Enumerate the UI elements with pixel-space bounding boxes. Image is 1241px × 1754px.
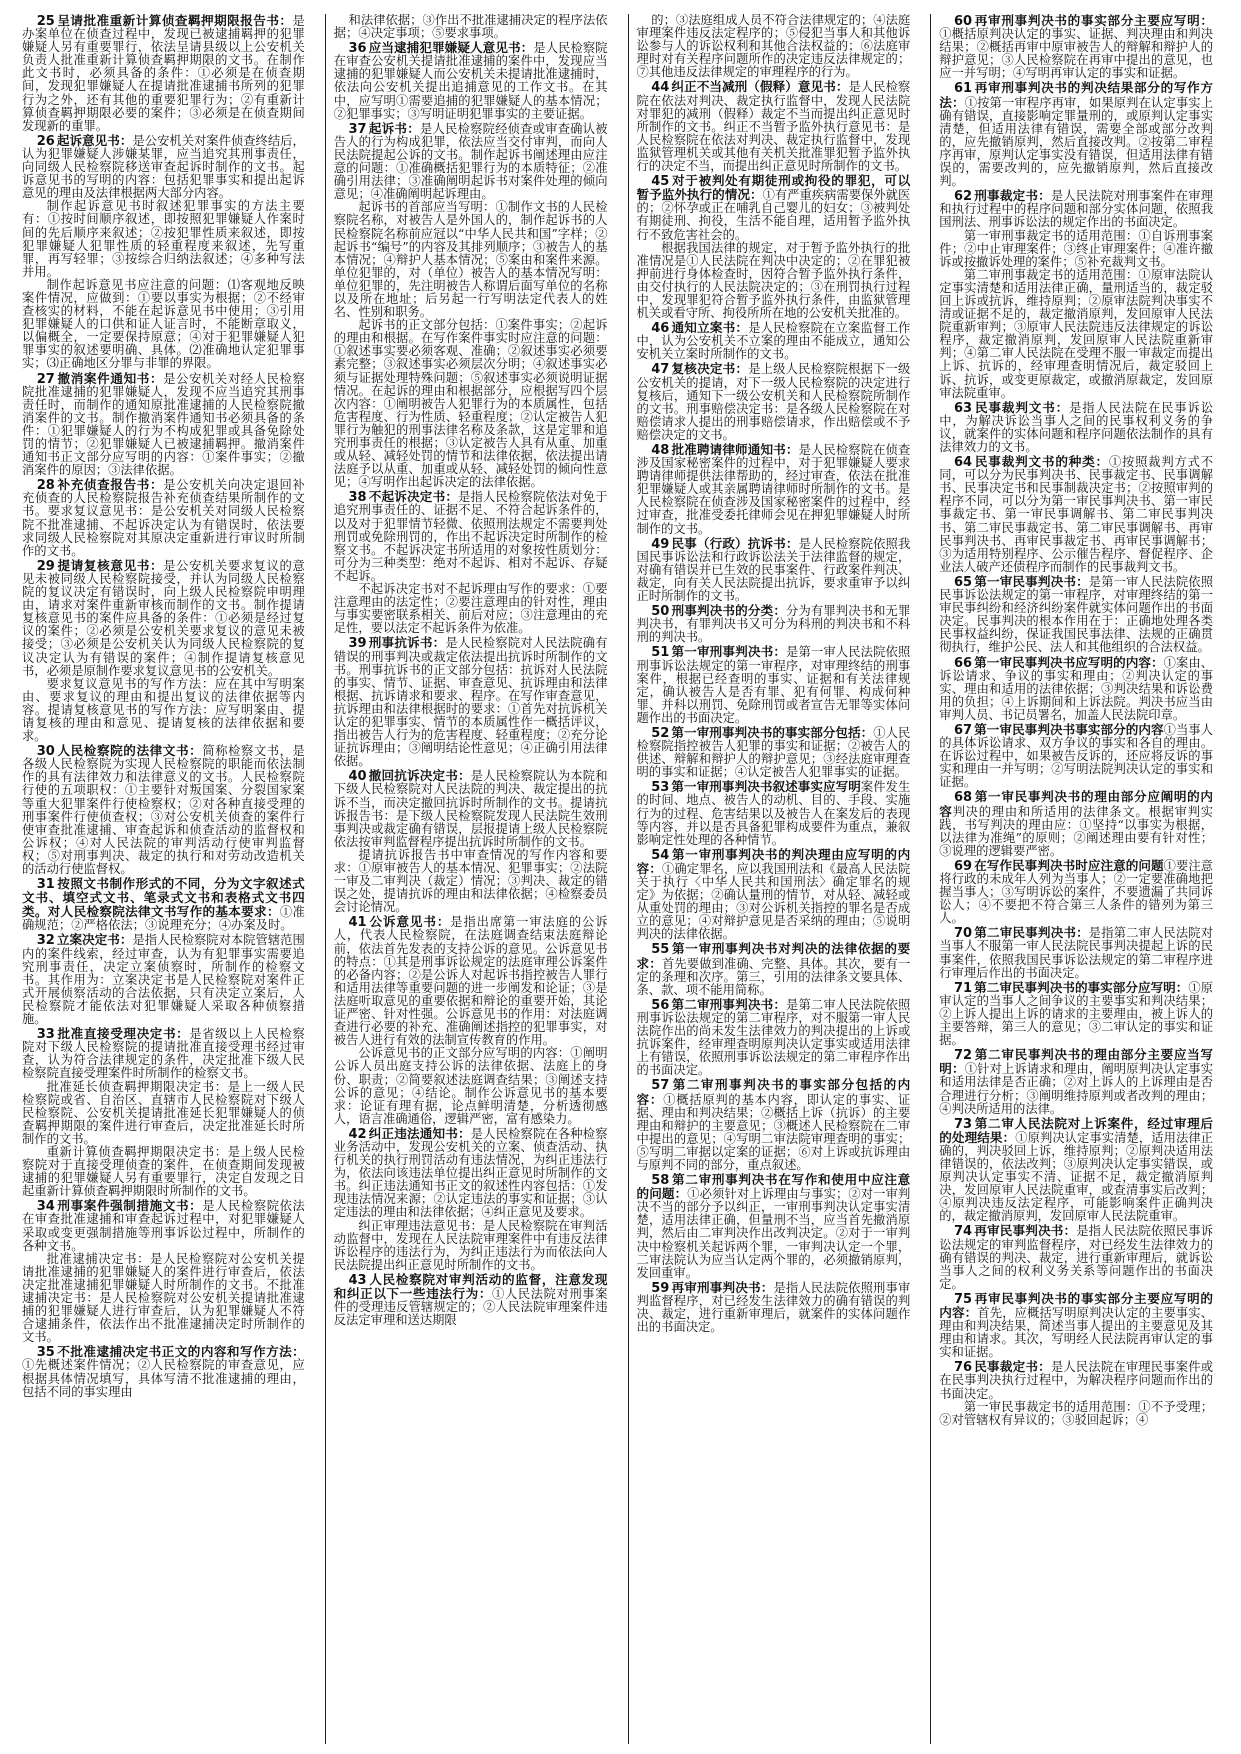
entry-number: 35: [36, 1345, 55, 1361]
entry-title: 第二审人民法院对上诉案件，经过审理后的处理结果：: [939, 1115, 1213, 1145]
entry-title: 第二审刑事判决书：: [671, 996, 787, 1012]
entry-text: 分为有罪判决书和无罪判决书，有罪判决书又可分为科刑的判决书和不科刑的判决书。: [636, 604, 911, 645]
entry-number: 28: [36, 478, 55, 494]
entry-title: 再审刑事判决书的判决结果部分的写作方法：: [939, 80, 1213, 110]
entry-paragraph: [334, 915, 608, 1047]
entry-number: 69: [954, 858, 973, 874]
entry-number: 50: [651, 604, 670, 620]
entry-extra-paragraph: 制作起诉意见书时叙述犯罪事实的方法主要有：①按时间顺序叙述，即按照犯罪嫌疑人作案时间的先后顺序来叙述；②按犯罪性质来叙述，即按犯罪嫌疑人犯罪性质的轻重程度来叙述，先写重罪，再写轻罪；③按综合归纳法叙述；④多种写法并用。: [22, 199, 305, 279]
entry-paragraph: [939, 1117, 1213, 1224]
entry-number: 45: [651, 174, 670, 190]
entry-extra-paragraph: 要求复议意见书的写作方法：应在其中写明案由、要求复议的理由和提出复议的法律依据等内容。提请复核意见书的写作方法：应写明案由、提请复核的理由和意见、提请复核的法律依据和要求。: [22, 676, 305, 744]
entry-number: 52: [651, 725, 670, 741]
entry-title: 民事裁判文书：: [974, 399, 1070, 415]
entry-title: 第二审民事判决书的理由部分主要应当写明：: [939, 1047, 1213, 1077]
entry-text: ①人民检察院指控被告人犯罪的事实和证据；②被告人的供述、辩解和辩护人的辩护意见；③经法庭审理查明的事实和证据；④认定被告人犯罪事实的证据。: [636, 725, 911, 780]
text-column-4: [930, 14, 1219, 1744]
entry-paragraph: [334, 1127, 608, 1220]
entry-title: 刑事判决书的分类：: [671, 603, 787, 619]
entry-title: 民事裁定书：: [974, 1359, 1051, 1375]
text-column-2: [325, 14, 614, 1744]
entry-title: 应当逮捕犯罪嫌疑人意见书：: [368, 40, 534, 56]
note-entry: [637, 998, 911, 1078]
entry-extra-paragraph: 根据我国法律的规定，对于暂予监外执行的批准情况是①人民法院在判决中决定的；②在罪犯被押前进行身体检查时，因符合暂予监外执行条件，由交付执行的人民法院决定的；③在刑罚执行过程中，发现罪犯符合暂予监外执行条件，由监狱管理机关或看守所、拘役所所在地的公安机关批准的。: [636, 240, 911, 321]
note-entry: [939, 859, 1213, 925]
entry-text: 是指人民法院依照民事诉讼法规定的审判监督程序，对已经发生法律效力的确有错误的判决、裁定，进行重新审理后，就诉讼当事人之间的权利义务关系等问题作出的书面决定。: [939, 1224, 1213, 1291]
entry-title: 批准聘请律师通知书：: [671, 442, 799, 457]
entry-title: 第一审民事判决书：: [974, 573, 1089, 589]
entry-paragraph: [939, 656, 1213, 722]
entry-number: 48: [651, 443, 670, 458]
entry-text: 是指人民法院依照刑事审判监督程序，对已经发生法律效力的确有错误的判决、裁定，进行重新审理后，就案件的实体问题作出的书面决定。: [636, 1280, 911, 1335]
entry-title: 第一审刑事判决书对判决的法律依据的要求：: [636, 941, 911, 971]
entry-title: 不起诉决定书：: [368, 489, 459, 505]
entry-text: ①按第一审程序再审，如果原判在认定事实上确有错误，直接影响定罪量刑的，或原判认定事实清楚，但适用法律有错误，需要全部或部分改判的，应先撤销原判，然后直接改判。②按第二审程序再审，原判认定事实没有错误，但适用法律有错误的，需要改判的，应先撤销原判，然后直接改判。: [939, 95, 1213, 189]
entry-paragraph: [939, 81, 1213, 188]
note-entry: [939, 656, 1213, 722]
entry-paragraph: [939, 14, 1213, 80]
entry-title: 第二审民事判决书：: [974, 925, 1089, 941]
entry-title: 刑事案件强制措施文书：: [56, 1198, 203, 1214]
note-entry: [637, 14, 911, 79]
entry-extra-paragraph: 纠正审理违法意见书：是人民检察院在审判活动监督中，发现在人民法院审理案件中有违反法律诉讼程序的违法行为，为纠正违法行为而依法向人民法院提出纠正意见时所制作的文书。: [333, 1218, 608, 1272]
entry-title: 再审民事判决书：: [974, 1223, 1077, 1239]
note-entry: [637, 726, 911, 779]
entry-number: 36: [348, 41, 367, 57]
entry-paragraph: [334, 490, 608, 583]
note-entry: [22, 134, 305, 371]
entry-text: 是第二审人民法院依照刑事诉讼法规定的第二审程序，对不服第一审人民法院作出的尚未发生法律效力的判决提出的上诉或抗诉案件，经审理查明原判决认定事实或适用法律上有错误，依照刑事诉讼法规定的第二审程序作出的书面决定。: [636, 997, 911, 1078]
entry-paragraph: [22, 134, 305, 200]
entry-number: 59: [651, 1280, 670, 1296]
entry-text: 是指出席第一审法庭的公诉人，代表人民检察院，在法庭调查结束法庭辩论前，依法首先发表的支持公诉的意见。公诉意见书的特点：①其是刑事诉讼规定的法庭审理公诉案件的必备内容；②是公诉人对起诉书指控被告人罪行和适用法律等重要问题的进一步阐发和论证；③是法庭听取意见的重要依据和辩论的重要开始，其论证严密、针对性强。公诉意见书的作用：对法庭调查进行必要的补充、准确阐述指控的犯罪事实，对被告人进行有效的法制宣传教育的作用。: [333, 915, 608, 1048]
note-entry: [22, 1027, 305, 1198]
entry-paragraph: [637, 321, 911, 361]
entry-paragraph: [22, 877, 305, 932]
note-entry: [939, 1224, 1213, 1290]
entry-title: 第一审民事判决书事实部分的内容: [974, 721, 1164, 737]
entry-number: 31: [36, 877, 55, 893]
entry-title: 通知立案书：: [671, 320, 749, 336]
entry-title: 第一审刑事判决书：: [671, 644, 787, 660]
entry-title: 复核决定书：: [671, 361, 749, 377]
note-entry: [637, 1173, 911, 1280]
note-entry: [939, 81, 1213, 188]
entry-paragraph: [22, 744, 305, 876]
note-entry: [334, 490, 608, 635]
entry-title: 起诉书：: [368, 120, 421, 136]
entry-paragraph: [939, 859, 1213, 925]
note-entry: [637, 1281, 911, 1334]
entry-paragraph: [939, 455, 1213, 574]
note-entry: [637, 443, 911, 536]
entry-extra-paragraph: 提请抗诉报告书中审查情况的写作内容和要求：①原审被告人的基本情况、犯罪事实；②法院一审及二审判决（裁定）情况；③判决、裁定的错误之处，提请抗诉的理由和法律依据；④检察委员会讨论情况。: [333, 847, 608, 915]
entry-extra-paragraph: 起诉书的正文部分包括：①案件事实；②起诉的理由和根据。在写作案件事实时应注意的问题：①叙述事实要必须客观、准确；②叙述事实必须要素完整；③叙述事实必须层次分明；④叙述事实必须与证据处理特殊问题；⑤叙述事实必须说明证据情况。在起诉的理由和根据部分，应根据写四个层次内容：①阐明被告人犯罪行为的本质属性，包括危害程度、行为性质、轻重程度；②认定被告人犯罪行为触犯的刑事法律名称及条款，这是定罪和追究刑事责任的根据；③认定被告人具有从重、加重或从轻、减轻处罚的情节和法律依据，依法提出请法庭予以从重、加重或从轻、减轻处罚的倾向性意见；④写明作出起诉决定的法律依据。: [333, 318, 608, 490]
entry-extra-paragraph: 批准延长侦查羁押期限决定书：是上一级人民检察院或省、自治区、直辖市人民检察院对下级人民检察院、公安机关提请批准延长犯罪嫌疑人的侦查羁押期限的案件进行审查后，决定批准延长时所制作的文书。: [22, 1079, 305, 1146]
entry-paragraph: [637, 80, 911, 173]
entry-text: 是公安机关向决定退回补充侦查的人民检察院报告补充侦查结果所制作的文书。要求复议意见书：是公安机关对同级人民检察院不批准逮捕、不起诉决定认为有错误时，依法要求同级人民检察院对其原决定重新进行审议时所制作的文书。: [22, 478, 305, 558]
note-entry: [637, 780, 911, 846]
entry-number: 47: [651, 362, 670, 378]
note-entry: [939, 401, 1213, 454]
entry-number: 74: [954, 1224, 973, 1240]
note-entry: [939, 1048, 1213, 1115]
entry-paragraph: [334, 122, 608, 202]
entry-extra-paragraph: 批准逮捕决定书：是人民检察院对公安机关提请批准逮捕的犯罪嫌疑人的案件进行审查后，依法决定批准逮捕犯罪嫌疑人时所制作的文书。不批准逮捕决定书：是人民检察院对公安机关提请批准逮捕的犯罪嫌疑人进行审查后，认为犯罪嫌疑人不符合逮捕条件，依法作出不批准逮捕决定时所制作的文书。: [22, 1251, 305, 1345]
note-entry: [637, 645, 911, 725]
entry-number: 29: [36, 558, 55, 574]
note-entry: [637, 942, 911, 996]
entry-paragraph: [637, 604, 911, 644]
entry-text: ①有严重疾病需要保外就医的；②怀孕或正在哺乳自己婴儿的妇女；③被判处有期徒刑、拘役，生活不能自理，适用暂予监外执行不致危害社会的。: [636, 188, 911, 242]
entry-paragraph: [334, 769, 608, 849]
entry-text: ①准确规范；②严格依法；③说理充分；④办案及时。: [22, 905, 305, 933]
note-entry: [939, 14, 1213, 80]
entry-paragraph: [637, 780, 911, 846]
entry-number: 54: [651, 847, 670, 863]
entry-title: 不批准逮捕决定书正文的内容和写作方法：: [56, 1344, 305, 1360]
note-entry: [939, 981, 1213, 1047]
entry-text: 和法律依据；③作出不批准逮捕决定的程序法依据；④决定事项；⑤要求事项。: [333, 14, 608, 41]
entry-title: 民事裁判文书的种类：: [974, 454, 1109, 470]
entry-title: 刑事抗诉书：: [368, 635, 446, 651]
entry-text: ①原审认定的当事人之间争议的主要事实和判决结果；②上诉人提出上诉的请求的主要理由，被上诉人的主要答辩，第三人的意见；③二审认定的事实和证据。: [939, 980, 1213, 1048]
entry-number: 65: [954, 574, 973, 590]
entry-paragraph: [939, 401, 1213, 454]
entry-title: 人民检察院的法律文书：: [56, 743, 203, 759]
entry-number: 25: [36, 14, 55, 29]
entry-number: 73: [954, 1116, 973, 1132]
note-entry: [22, 744, 305, 876]
entry-number: 33: [36, 1027, 55, 1043]
entry-text: ①当事人的具体诉讼请求、双方争议的事实和各自的理由。在诉讼过程中，如果被告反诉的，还应将反诉的事实和理由一并写明；②写明法院判决认定的事实和证据。: [939, 722, 1213, 790]
entry-title: 在写作民事判决书时应注意的问题: [974, 857, 1164, 873]
entry-number: 30: [36, 744, 55, 760]
entry-number: 55: [651, 942, 670, 958]
entry-text: 是人民检察院在依法对判决、裁定执行监督中，发现人民法院对罪犯的减刑（假释）裁定不当而提出纠正意见时所制作的文书。纠正不当暂予监外执行意见书：是人民检察院在依法对判决、裁定执行监督中，发现监狱管理机关或其他有关机关批准罪犯暂予监外执行的决定不当，而提出纠正意见时所制作的文书。: [636, 80, 911, 174]
entry-text: ①原判决认定事实清楚，适用法律正确的，判决驳回上诉，维持原判；②原判决适用法律错误的，依法改判；③原判决认定事实错误，或原判决认定事实不清、证据不足，裁定撤消原判决，发回原审人民法院重审，或查清事实后改判；④原判决违反法定程序，可能影响案件正确判决的，裁定撤消原判，发回原审人民法院重审。: [939, 1130, 1213, 1224]
note-entry: [22, 1345, 305, 1398]
entry-text: ①先概述案件情况；②人民检察院的审查意见，应根据具体情况填写，具体写清不批准逮捕的理由，包括不同的事实理由: [22, 1358, 305, 1399]
entry-paragraph: [22, 933, 305, 1026]
entry-number: 49: [651, 536, 670, 552]
note-entry: [637, 537, 911, 603]
entry-text: 是人民检察院在各种检察业务活动中，发现公安机关的立案、侦查活动、执行机关的执行刑罚活动有违法情况，为纠正违法行为，依法向该违法单位提出纠正意见时所制作的文书。纠正违法通知书正文的叙述性内容包括：①发现违法情况来源；②认定违法的事实和证据；③认定违法的理由和法律依据；④纠正意见及要求。: [333, 1126, 608, 1220]
entry-paragraph: [637, 645, 911, 725]
entry-text: 的；③法庭组成人员不符合法律规定的；④法庭审理案件违反法定程序的；⑤侵犯当事人和其他诉讼参与人的诉讼权利和其他合法权益的；⑥法庭审理时对有关程序问题所作的决定违反法律规定的；⑦其他违反法律规定的审理程序的行为。: [636, 14, 911, 80]
note-entry: [334, 915, 608, 1126]
entry-number: 62: [954, 189, 973, 205]
note-entry: [939, 723, 1213, 789]
entry-title: 第一审刑事判决书的判决理由应写明的内容：: [636, 846, 911, 876]
note-entry: [637, 321, 911, 361]
entry-number: 46: [651, 321, 670, 337]
entry-number: 57: [651, 1078, 670, 1094]
entry-paragraph: [22, 1199, 305, 1252]
entry-title: 刑事裁定书：: [974, 188, 1051, 204]
entry-text: 是人民检察院对人民法院确有错误的刑事判决或裁定依法提出抗诉时所制作的文书。刑事抗诉书的正文部分包括：抗诉对人民法院的事实、情节、证据、审查意见、抗诉理由和法律根据、抗诉请求和要求、程序。在写作审查意见，抗诉理由和法律根据时的要求：①首先对抗诉机关认定的犯罪事实、情节的本质属性作一概括评议，指出被告人行为的危害程度、轻重程度；②充分论证抗诉理由；③阐明结论性意见；④正确引用法律依据。: [333, 636, 608, 769]
entry-text: 判决的理由和所适用的法律条文。根据审判实践，书写判决的理由应：①坚持“以事实为根据，以法律为准绳”的原则；②阐述理由要有针对性；③说理的逻辑要严密。: [939, 804, 1213, 858]
note-entry: [939, 189, 1213, 400]
entry-paragraph: [637, 362, 911, 442]
entry-title: 立案决定书：: [56, 932, 133, 948]
entry-paragraph: [637, 14, 911, 79]
entry-paragraph: [334, 14, 608, 40]
entry-text: 是指人民检察院对本院管辖范围内的案件线索，经过审查，认为有犯罪事实需要追究刑事责任，决定立案侦察时，所制作的检察文书。其作用为：立案决定书是人民检察院对案件正式开展侦察活动的合法依据，只有决定立案后，人民检察院才能依法对犯罪嫌疑人采取各种侦察措施。: [22, 933, 305, 1027]
entry-text: 是人民检察院依法在审查批准逮捕和审查起诉过程中，对犯罪嫌疑人采取或变更强制措施等刑事诉讼过程中，所制作的各种文书。: [22, 1199, 305, 1253]
note-entry: [637, 1078, 911, 1172]
entry-text: 是省级以上人民检察院对下级人民检察院的提请批准直接受理书经过审查，认为符合法律规定的条件，决定批准下级人民检察院直接受理案件时所制作的检察文书。: [22, 1027, 305, 1081]
entry-text: 是人民检察院在审查公安机关提请批准逮捕的案件中，发现应当逮捕的犯罪嫌疑人而公安机关未提请批准逮捕时，依法向公安机关提出追捕意见的工作文书。在其中，应写明①需要追捕的犯罪嫌疑人的基本情况；②犯罪事实；③写明证明犯罪事实的主要证据。: [333, 41, 608, 121]
note-entry: [334, 41, 608, 121]
entry-number: 34: [36, 1199, 55, 1215]
entry-text: 是指人民检察院依法对免于追究刑事责任的、证据不足、不符合起诉条件的，以及对于犯罪情节轻微、依照刑法规定不需要判处刑罚或免除刑罚的，作出不起诉决定时所制作的检察文书。不起诉决定书所适用的对象按性质划分：可分为三种类型：绝对不起诉、相对不起诉、存疑不起诉。: [333, 490, 608, 583]
entry-paragraph: [637, 998, 911, 1078]
entry-paragraph: [939, 790, 1213, 857]
entry-paragraph: [939, 575, 1213, 655]
entry-title: 再审刑事判决书：: [671, 1279, 774, 1295]
entry-text: 是第一审人民法院依照刑事诉讼法规定的第一审程序，对审理终结的刑事案件，根据已经查明的事实、证据和有关法律规定，确认被告人是否有罪、犯有何罪、构成何种罪、并科以刑罚、免除刑罚或者宣告无罪等实体问题作出的书面决定。: [636, 645, 911, 725]
entry-text: 是人民检察院依照我国民事诉讼法和行政诉讼法关于法律监督的规定，对确有错误并已生效的民事案件、行政案件判决、裁定，向有关人民法院提出抗诉，要求重审予以纠正时所制作的文书。: [636, 536, 911, 604]
note-entry: [22, 372, 305, 478]
note-entry: [939, 926, 1213, 979]
entry-title: 提请复核意见书：: [56, 557, 164, 573]
entry-number: 51: [651, 645, 670, 661]
entry-number: 61: [954, 81, 973, 97]
entry-paragraph: [22, 1027, 305, 1080]
entry-title: 人民检察院对审判活动的监督，注意发现和纠正以下一些违法行为：: [333, 1271, 608, 1301]
note-entry: [22, 14, 305, 133]
entry-title: 第一审民事判决书的理由部分应阐明的内容: [939, 789, 1213, 819]
entry-title: 补充侦查报告书：: [56, 477, 164, 493]
entry-text: 是指第二审人民法院对当事人不服第一审人民法院民事判决提起上诉的民事案件，依照我国民事诉讼法规定的第二审程序进行审理后作出的书面决定。: [939, 926, 1213, 980]
note-entry: [637, 848, 911, 942]
entry-text: 是人民检察院经侦查或审查确认被告人的行为构成犯罪，依法应当交付审判，而向人民法院提起公诉的文书。制作起诉书阐述理由应注意的问题：①准确概括犯罪行为的本质特征；②准确引用法律；③准确阐明起诉书对案件处理的倾向意见；④准确阐明起诉理由。: [333, 121, 608, 202]
entry-number: 66: [954, 655, 973, 671]
entry-title: 第二审刑事判决书在写作和使用中应注意的问题：: [636, 1172, 911, 1202]
entry-title: 撤回抗诉决定书：: [368, 768, 471, 784]
note-entry: [637, 80, 911, 173]
note-entry: [939, 790, 1213, 857]
entry-number: 56: [651, 997, 670, 1013]
entry-text: ①概括原判的基本内容，即认定的事实、证据、理由和判决结果；②概括上诉（抗诉）的主要理由和辩护的主要意见；③概述人民检察院在二审中提出的意见；④写明二审法院审理查明的事实；⑤写明二审据以定案的证据；⑥对上诉或抗诉理由与原判不同的部分，重点叙述。: [636, 1092, 911, 1172]
note-entry: [334, 14, 608, 40]
entry-title: 对于被判处有期徒刑或拘役的罪犯，可以暂予监外执行的情况：: [636, 173, 911, 203]
entry-text: 是公安机关对经人民检察院批准逮捕的犯罪嫌疑人，发现不应当追究其刑事责任时，而制作的通知原批准逮捕的人民检察院撤消案件的文书。制作撤消案件通知书必须具备的条件：①犯罪嫌疑人的行为不构成犯罪或具备免除处罚的情节；②犯罪嫌疑人已被逮捕羁押。撤消案件通知书正文部分应写明的内容：①案件事实；②撤消案件的原因；③法律依据。: [22, 371, 305, 478]
entry-number: 64: [954, 455, 973, 471]
text-column-3: [628, 14, 917, 1744]
note-entry: [22, 478, 305, 558]
entry-paragraph: [637, 942, 911, 996]
entry-extra-paragraph: 不起诉决定书对不起诉理由写作的要求：①要注意理由的法定性；②要注意理由的针对性，理由与事实要密联系相关、前后对应；③注意理由的充足性，要以法定不起诉条件为依准。: [333, 582, 608, 636]
entry-extra-paragraph: 第一审民事裁定书的适用范围：①不予受理；②对管辖权有异议的；③驳回起诉；④: [939, 1399, 1213, 1427]
note-entry: [22, 877, 305, 932]
entry-paragraph: [637, 726, 911, 779]
entry-text: ①按照裁判方式不同，可以分为民事判决书、民事裁定书、民事调解书、民事决定书和民事制裁决定书；②按照审判的程序不同，可以分为第一审民事判决书、第一审民事裁定书、第一审民事调解书、第二审民事判决书、第二审民事裁定书、第二审民事调解书、再审民事判决书、再审民事裁定书、再审民事调解书；③为适用特别程序、公示催告程序、督促程序、企业法人破产还债程序而制作的民事裁判文书。: [939, 455, 1213, 574]
entry-text: 首先要做到准确、完整、具体。其次，要有一定的条理和次序。第三，引用的法律条文要具体、条、款、项不能用简称。: [636, 956, 911, 997]
entry-paragraph: [939, 926, 1213, 979]
entry-title: 第二审刑事判决书的事实部分包括的内容：: [636, 1077, 911, 1107]
entry-paragraph: [334, 1273, 608, 1327]
note-entry: [22, 1199, 305, 1344]
entry-paragraph: [939, 1048, 1213, 1115]
entry-title: 第二审民事判决书的事实部分应写明：: [974, 979, 1189, 995]
entry-number: 32: [36, 933, 55, 949]
note-entry: [334, 122, 608, 490]
entry-paragraph: [334, 636, 608, 768]
entry-number: 53: [651, 780, 670, 796]
entry-title: 再审民事判决书的事实部分主要应写明的内容：: [939, 1290, 1213, 1320]
entry-text: ①人民法院对刑事案件的受理违反管辖规定的；②人民法院审理案件违反法定审理和送达期限: [333, 1287, 608, 1328]
note-entry: [939, 1117, 1213, 1224]
entry-text: 首先，应概括写明原判决认定的主要事实、理由和判决结果，简述当事人提出的主要意见及其理由和请求。其次，写明经人民法院再审认定的事实和证据。: [939, 1306, 1213, 1360]
entry-text: 是人民法院对刑事案件在审理和执行过程中的程序问题和部分实体问题，依照我国刑法、刑事诉讼法的规定作出的书面决定。: [939, 189, 1213, 230]
entry-number: 63: [954, 400, 973, 416]
entry-number: 37: [348, 121, 367, 137]
entry-title: 呈请批准重新计算侦查羁押期限报告书：: [56, 14, 293, 28]
note-entry: [939, 1292, 1213, 1359]
entry-title: 起诉意见书：: [56, 132, 133, 148]
entry-text: 是人民检察院认为本院和下级人民检察院对人民法院的判决、裁定提出的抗诉不当，而决定撤回抗诉时所制作的文书。提请抗诉报告书：是下级人民检察院发现人民法院生效刑事判决或裁定确有错误，层报提请上级人民检察院依法按审判监督程序提出抗诉时所制作的文书。: [333, 769, 608, 849]
entry-paragraph: [939, 1292, 1213, 1359]
note-entry: [939, 1360, 1213, 1426]
entry-number: 44: [651, 80, 670, 96]
note-entry: [334, 769, 608, 914]
note-entry: [637, 604, 911, 644]
note-entry: [637, 174, 911, 320]
entry-paragraph: [939, 189, 1213, 229]
entry-text: 是人民检察院在立案监督工作中，认为公安机关不立案的理由不能成立，通知公安机关立案时所制作的文书。: [636, 321, 911, 362]
entry-paragraph: [22, 1345, 305, 1398]
note-entry: [334, 1127, 608, 1272]
entry-number: 76: [954, 1360, 973, 1376]
entry-number: 60: [954, 14, 973, 29]
entry-extra-paragraph: 制作起诉意见书应注意的问题：⑴客观地反映案件情况，应做到：①要以事实为根据；②不经审查核实的材料，不能在起诉意见书中使用；③引用犯罪嫌疑人的口供和证人证言时，不能断章取义，以偏概全，一定要保持原意；④对于犯罪嫌疑人犯罪事实的叙述要明确、具体。⑵准确地认定犯罪事实；⑶正确地区分罪与非罪的界限。: [22, 277, 305, 371]
entry-paragraph: [637, 1281, 911, 1334]
entry-paragraph: [939, 1360, 1213, 1400]
entry-paragraph: [22, 478, 305, 558]
note-entry: [22, 559, 305, 743]
entry-text: 简称检察文书，是各级人民检察院为实现人民检察院的职能而依法制作的具有法律效力和法律意义的文书。人民检察院行使的五项职权：①主要针对叛国案、分裂国家案等重大犯罪案件行使检察权；②对各种直接受理的刑事案件行使侦查权；③对公安机关侦查的案件行使审查批准逮捕、审查起诉和侦查活动的监督权和公诉权；④对人民法院的审判活动行使审判监督权；⑤对刑事判决、裁定的执行和对劳动改造机关的活动行使监督权。: [22, 744, 305, 876]
entry-paragraph: [637, 537, 911, 603]
entry-text: ①案由、诉讼请求、争议的事实和理由；②判决认定的事实、理由和适用的法律依据；③判决结果和诉讼费用的负担；④上诉期间和上诉法院。判决书应当由审判人员、书记员署名，加盖人民法院印章。: [939, 655, 1213, 722]
entry-paragraph: [637, 174, 911, 241]
entry-title: 纠正违法通知书：: [368, 1125, 471, 1141]
entry-number: 68: [954, 790, 973, 806]
entry-paragraph: [637, 443, 911, 536]
entry-text: ①必须针对上诉理由与事实；②对一审判决不当的部分予以纠正，一审刑事判决认定事实清楚，适用法律正确，但量刑不当，应当首先撤消原判，然后由二审判决作出改判决定。②对于一审判决中检察机关起诉两个罪，一审判决认定一个罪，二审法院认为应当认定两个罪的，必须撤销原判，发回重审。: [636, 1187, 911, 1280]
entry-extra-paragraph: 第二审刑事裁定书的适用范围：①原审法院认定事实清楚和适用法律正确，量刑适当的，裁定驳回上诉或抗诉，维持原判；②原审法院判决事实不清或证据不足的，裁定撤消原判，发回原审人民法院重新审判；③原审人民法院违反法律规定的诉讼程序，裁定撤消原判，发回原审人民法院重新审判；④第二审人民法院在受理不服一审裁定而提出上诉、抗诉的，经审理查明情况后，裁定驳回上诉、抗诉，或变更原裁定，或撤消原裁定，发回原审法院重审。: [939, 267, 1213, 400]
entry-title: 纠正不当减刑（假释）意见书：: [671, 79, 849, 95]
entry-text: 是公安机关对案件侦查终结后，认为犯罪嫌疑人涉嫌某罪，应当追究其刑事责任，向同级人民检察院移送审查起诉时制作的文书。起诉意见书的写明的内容：包括犯罪事实和提出起诉意见的理由及法律根据两大部分内容。: [22, 133, 305, 201]
entry-extra-paragraph: 第一审刑事裁定书的适用范围：①自诉刑事案件；②中止审理案件；③终止审理案件；④准许撤诉或按撤诉处理的案件；⑤补充裁判文书。: [939, 228, 1213, 269]
entry-paragraph: [637, 1078, 911, 1172]
entry-extra-paragraph: 起诉书的首部应当写明：①制作文书的人民检察院名称，对被告人是外国人的，制作起诉书的人民检察院名称前应冠以“中华人民共和国”字样；②起诉书“编号”的内容及其排列顺序；③被告人的基本情况；④辩护人基本情况；⑤案由和案件来源。单位犯罪的，对（单位）被告人的基本情况写明：单位犯罪的，先注明被告人称谓后面写单位的名称以及所在地址；后另起一行写明法定代表人的姓名、性别和职务。: [333, 200, 608, 320]
entry-title: 再审刑事判决书的事实部分主要应写明：: [974, 14, 1213, 28]
entry-number: 72: [954, 1048, 973, 1064]
entry-text: 是人民法院在审理民事案件或在民事判决执行过程中，为解决程序问题而作出的书面决定。: [939, 1360, 1213, 1401]
entry-text: 是办案单位在侦查过程中，发现已被逮捕羁押的犯罪嫌疑人另有重要罪行，依法呈请县级以上公安机关负责人批准重新计算侦查羁押期限的文书。在制作此文书时，必须具备的条件：①必须是在侦查期间，发现犯罪嫌疑人在提请批准逮捕书所列的犯罪行为之外，还有其他的重要犯罪行为；②有重新计算侦查羁押期限必要的案件；③必须是在侦查期间发现新的重罪。: [22, 14, 305, 133]
text-column-1: [22, 14, 311, 1744]
entry-paragraph: [939, 1224, 1213, 1290]
entry-text: 是人民检察院在侦查涉及国家秘密案件的过程中，对于犯罪嫌疑人要求聘请律师提供法律帮助的，经过审查，依法在批准犯罪嫌疑人或其亲属聘请律师时所制作的文书。是人民检察院在侦查涉及国家秘密案件的过程中，经过审查，批准受委托律师会见在押犯罪嫌疑人时所制作的文书。: [636, 443, 911, 536]
entry-paragraph: [22, 372, 305, 478]
entry-title: 撤消案件通知书：: [56, 370, 164, 386]
entry-paragraph: [939, 723, 1213, 789]
entry-number: 40: [348, 769, 367, 785]
entry-text: ①要注意将行政的未成年人列为当事人；②一定要准确地把握当事人；③写明诉讼的案件，不要遗漏了共同诉讼人；④不要把不符合第三人条件的错列为第三人。: [939, 858, 1213, 926]
entry-title: 公诉意见书：: [368, 914, 451, 930]
note-entry: [334, 636, 608, 768]
entry-number: 70: [954, 926, 973, 942]
entry-paragraph: [334, 41, 608, 121]
entry-number: 27: [36, 371, 55, 387]
entry-number: 43: [348, 1272, 367, 1288]
entry-paragraph: [637, 1173, 911, 1280]
note-entry: [637, 362, 911, 442]
entry-title: 民事（行政）抗诉书：: [671, 535, 799, 551]
entry-text: 是第一审人民法院依照民事诉讼法规定的第一审程序，对审理终结的第一审民事纠纷和经济纠纷案件就实体问题作出的书面决定。民事判决的根本作用在于：正确地处理各类民事权益纠纷，保证我国民事法律、法规的正确贯彻执行，维护公民、法人和其他组织的合法权益。: [939, 574, 1213, 655]
entry-text: ①概括原判决认定的事实、证据、判决理由和判决结果；②概括再审中原审被告人的辩解和辩护人的辩护意见；③人民检察院在再审中提出的意见，也应一并写明；④写明再审认定的事实和证据。: [939, 27, 1213, 81]
entry-extra-paragraph: 重新计算侦查羁押期限决定书：是上级人民检察院对于直接受理侦查的案件，在侦查期间发现被逮捕的犯罪嫌疑人另有重要罪行，决定自发现之日起重新计算侦查羁押期限时所制作的文书。: [22, 1144, 305, 1199]
entry-number: 75: [954, 1291, 973, 1307]
entry-number: 71: [954, 980, 973, 996]
entry-title: 按照文书制作形式的不同，分为文字叙述式文书、填空式文书、笔录式文书和表格式文书四类。对人民检察院法律文书写作的基本要求：: [22, 876, 305, 920]
entry-paragraph: [22, 14, 305, 133]
entry-text: 是公安机关要求复议的意见未被同级人民检察院接受，并认为同级人民检察院的复议决定有错误时，向上级人民检察院申明理由，请求对案件重新审核而制作的文书。制作提请复核意见书的案件应具备的条件：①必须是经过复议的案件；②必须是公安机关要求复议的意见未被接受；③必须是公安机关认为同级人民检察院的复议决定认为有错误的案件；④制作提请复核意见书，必须是原制作要求复议意见书的公安机关。: [22, 558, 305, 678]
entry-number: 26: [36, 133, 55, 149]
entry-number: 39: [348, 636, 367, 652]
entry-paragraph: [22, 559, 305, 678]
entry-title: 第一审民事判决书应写明的内容：: [974, 654, 1164, 670]
entry-number: 67: [954, 722, 973, 738]
note-entry: [939, 455, 1213, 574]
entry-text: 是指人民法院在民事诉讼中，为解决诉讼当事人之间的民事权利义务的争议，就案件的实体问题和程序问题依法制作的具有法律效力的文书。: [939, 400, 1213, 454]
entry-number: 58: [651, 1173, 670, 1189]
entry-text: ①确定罪名，应以我国刑法和《最高人民法院关于执行〈中华人民共和国刑法〉确定罪名的规定》为依据；②确认量刑的情节，对从轻、减轻或从重处罚的理由；③对公诉机关指控的罪名是否成立的意见；④对辩护意见是否采纳的理由；⑤说明判决的法律依据。: [636, 861, 911, 942]
entry-title: 第一审刑事判决书的事实部分包括：: [671, 724, 874, 740]
entry-text: ①针对上诉请求和理由，阐明原判决认定事实和适用法律是否正确；②对上诉人的上诉理由是否合理进行分析；③阐明维持原判或者改判的理由；④判决所适用的法律。: [939, 1062, 1213, 1116]
entry-text: 是上级人民检察院根据下一级公安机关的提请，对下一级人民检察院的决定进行复核后，通知下一级公安机关和人民检察院所制作的文书。刑事赔偿决定书：是各级人民检察院在对赔偿请求人提出的刑事赔偿请求，作出赔偿或不予赔偿决定的文书。: [636, 362, 911, 442]
note-entry: [939, 575, 1213, 655]
entry-title: 第一审刑事判决书叙述事实应写明: [671, 779, 861, 795]
entry-number: 42: [348, 1126, 367, 1142]
entry-title: 批准直接受理决定书：: [56, 1026, 190, 1042]
note-entry: [334, 1273, 608, 1327]
entry-extra-paragraph: 公诉意见书的正文部分应写明的内容：①阐明公诉人员出庭支持公诉的法律依据、法庭上的身份、职责；②简要叙述法庭调查结果；③阐述支持公诉的意见；④结论。制作公诉意见书的基本要求：论证有理有据，论点鲜明清楚，分析透彻感人，语言准确通俗，逻辑严密，富有感染力。: [333, 1046, 608, 1126]
entry-number: 38: [348, 490, 367, 506]
note-entry: [22, 933, 305, 1026]
entry-paragraph: [637, 848, 911, 942]
entry-number: 41: [348, 915, 367, 931]
entry-text: 案件发生的时间、地点、被告人的动机、目的、手段、实施行为的过程、危害结果以及被告人在案发后的表现等内容，并以是否具备犯罪构成要件为重点，兼叙影响定性处理的各种情节。: [636, 780, 911, 847]
entry-paragraph: [939, 981, 1213, 1047]
